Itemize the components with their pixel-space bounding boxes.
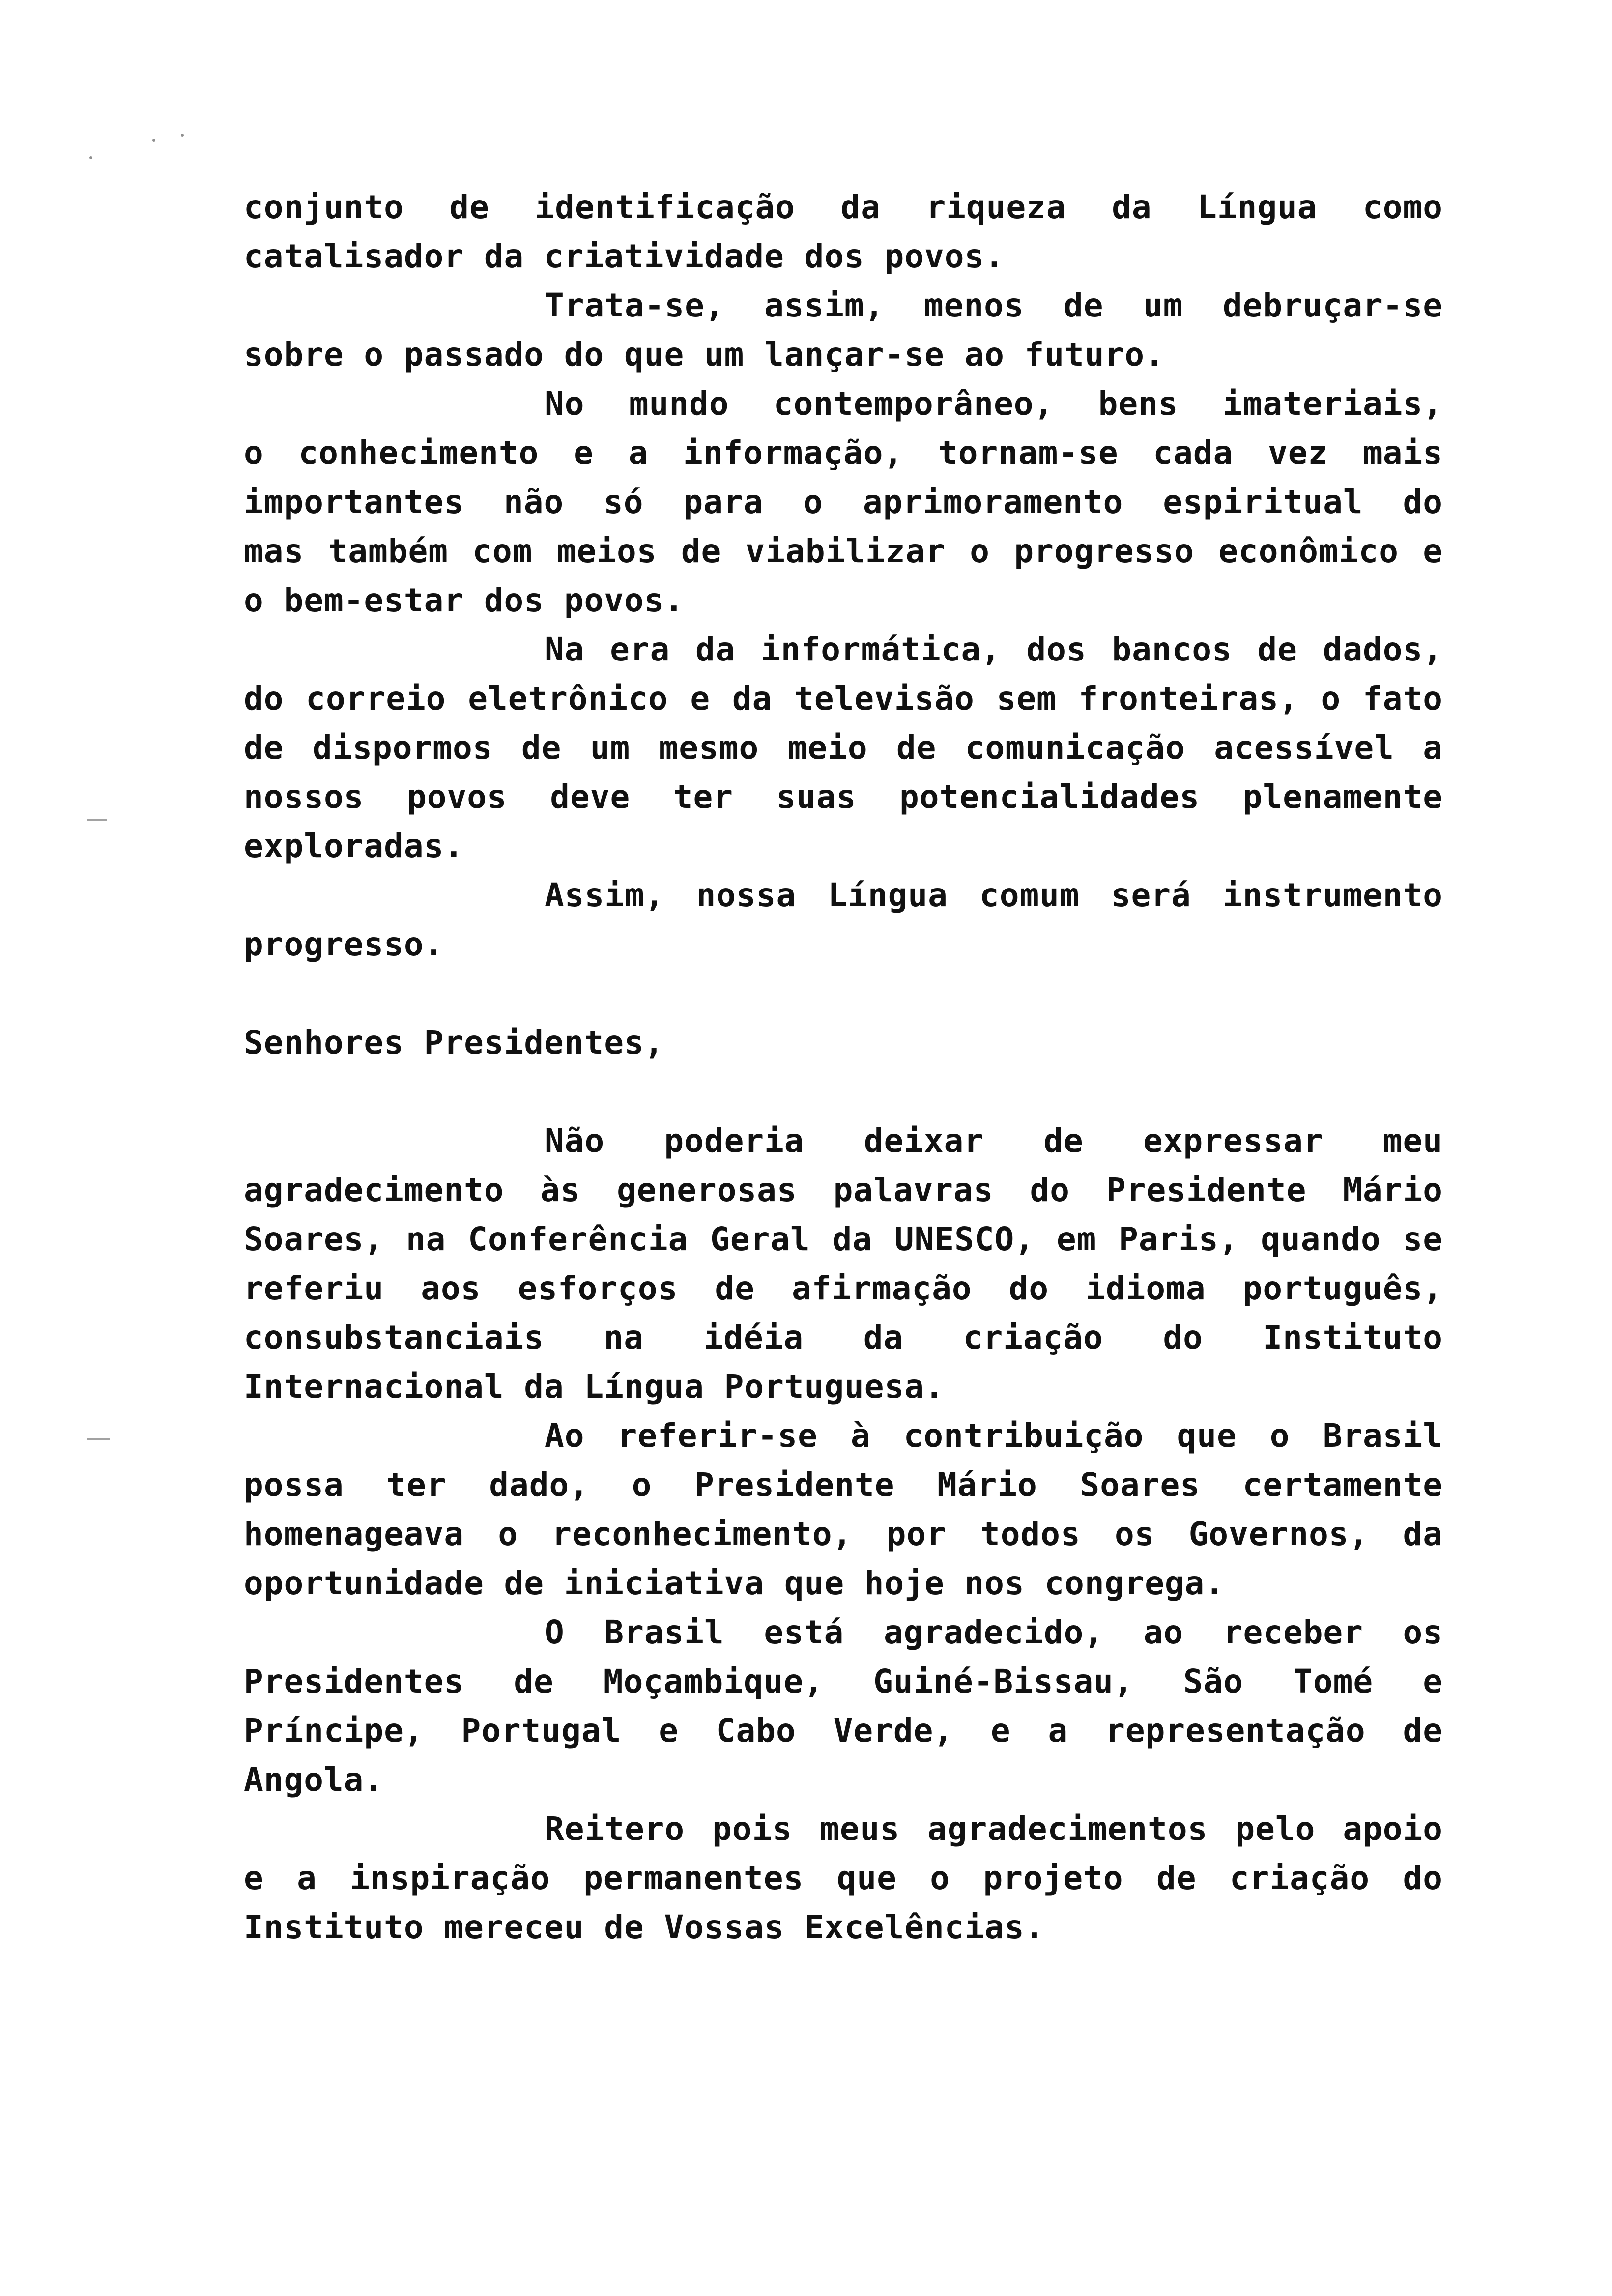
text-line: Angola. (244, 1761, 384, 1799)
scan-speck (152, 139, 155, 142)
text-line: Reitero pois meus agradecimentos pelo apoio (545, 1810, 1443, 1848)
text-line: Ao referir-se à contribuição que o Brasil (545, 1417, 1443, 1455)
margin-mark (87, 1438, 110, 1440)
text-line: Não poderia deixar de expressar meu (545, 1122, 1443, 1160)
text-line: Soares, na Conferência Geral da UNESCO, em Paris, quando se (244, 1220, 1443, 1258)
text-line: e a inspiração permanentes que o projeto de criação do (244, 1859, 1443, 1897)
text-line: consubstanciais na idéia da criação do Instituto (244, 1319, 1443, 1356)
salutation: Senhores Presidentes, (244, 1024, 664, 1062)
text-line: O Brasil está agradecido, ao receber os (545, 1613, 1443, 1651)
text-line: Assim, nossa Língua comum será instrumento (545, 876, 1443, 914)
text-line: agradecimento às generosas palavras do Presidente Mário (244, 1171, 1443, 1209)
text-line: Príncipe, Portugal e Cabo Verde, e a representação de (244, 1712, 1443, 1750)
text-line: mas também com meios de viabilizar o progresso econômico e (244, 532, 1443, 570)
margin-mark (87, 819, 107, 821)
text-line: catalisador da criatividade dos povos. (244, 237, 1005, 275)
text-line: oportunidade de iniciativa que hoje nos congrega. (244, 1564, 1225, 1602)
text-line: nossos povos deve ter suas potencialidades plenamente (244, 778, 1443, 816)
text-line: Internacional da Língua Portuguesa. (244, 1368, 945, 1406)
text-line: Presidentes de Moçambique, Guiné-Bissau, São Tomé e (244, 1663, 1443, 1700)
text-line: Instituto mereceu de Vossas Excelências. (244, 1908, 1045, 1946)
text-line: exploradas. (244, 827, 464, 865)
text-line: referiu aos esforços de afirmação do idioma português, (244, 1269, 1443, 1307)
text-line: do correio eletrônico e da televisão sem fronteiras, o fato (244, 680, 1443, 718)
text-line: homenageava o reconhecimento, por todos os Governos, da (244, 1515, 1443, 1553)
text-line: importantes não só para o aprimoramento espiritual do (244, 483, 1443, 521)
scan-speck (181, 134, 184, 137)
text-line: conjunto de identificação da riqueza da Língua como (244, 188, 1443, 226)
text-line: Trata-se, assim, menos de um debruçar-se (545, 287, 1443, 324)
text-line: o bem-estar dos povos. (244, 581, 685, 619)
text-line: possa ter dado, o Presidente Mário Soares certamente (244, 1466, 1443, 1504)
text-line: Na era da informática, dos bancos de dados, (545, 631, 1443, 668)
text-line: No mundo contemporâneo, bens imateriais, (545, 385, 1443, 423)
scan-speck (89, 156, 92, 159)
text-line: progresso. (244, 925, 444, 963)
text-line: de dispormos de um mesmo meio de comunicação acessível a (244, 729, 1443, 767)
text-line: sobre o passado do que um lançar-se ao futuro. (244, 336, 1165, 373)
text-line: o conhecimento e a informação, tornam-se cada vez mais (244, 434, 1443, 472)
text-block-1 (244, 183, 1443, 1952)
